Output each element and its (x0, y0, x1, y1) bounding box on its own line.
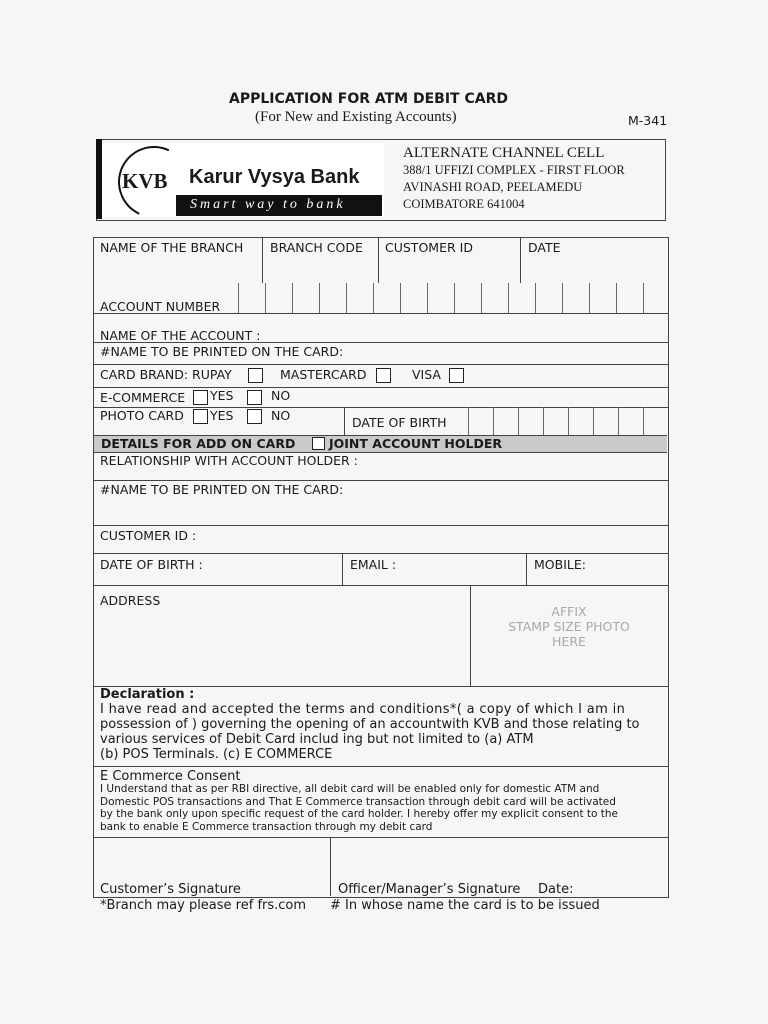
ecommerce-yes-label: YES (210, 388, 234, 403)
col-divider (330, 837, 331, 896)
footer-note-right: # In whose name the card is to be issued (330, 898, 600, 913)
consent-text (100, 783, 618, 833)
addon-email-label: EMAIL : (350, 557, 397, 572)
consent-line: by the bank only upon specific request of the card holder. I hereby offer my explicit consent to the (100, 808, 619, 820)
col-divider (344, 407, 345, 435)
consent-line: I Understand that as per RBI directive, all debit card will be enabled only for domestic ATM and (100, 783, 600, 795)
declaration-title: Declaration : (100, 687, 195, 702)
consent-line: bank to enable E Commerce transaction through my debit card (100, 820, 433, 833)
col-divider (526, 553, 527, 585)
bank-address-line: 388/1 UFFIZI COMPLEX - FIRST FLOOR (403, 163, 625, 177)
card-brand-label: CARD BRAND: RUPAY (100, 367, 232, 382)
consent-line: Domestic POS transactions and That E Commerce transaction through debit card will be activated (100, 795, 616, 808)
declaration-line: (b) POS Terminals. (c) E COMMERCE (100, 747, 333, 762)
bank-tagline: Smart way to bank (190, 197, 346, 212)
photo-card-yes-checkbox[interactable] (193, 409, 208, 424)
branch-code-label: BRANCH CODE (270, 240, 363, 255)
row-divider (93, 553, 669, 554)
account-number-cells[interactable] (238, 283, 670, 313)
addon-header-label: DETAILS FOR ADD ON CARD (101, 436, 296, 451)
addon-dob-label: DATE OF BIRTH : (100, 557, 203, 572)
consent-title: E Commerce Consent (100, 769, 241, 784)
date-label: DATE (528, 240, 561, 255)
row-divider (93, 585, 669, 586)
signature-date-label: Date: (538, 882, 574, 897)
ecommerce-no-label: NO (271, 388, 291, 403)
form-title: APPLICATION FOR ATM DEBIT CARD (229, 91, 508, 107)
addon-address-label: ADDRESS (100, 593, 161, 608)
ecommerce-label: E-COMMERCE (100, 390, 186, 405)
bank-logo-panel (102, 143, 384, 217)
addon-customer-id-label: CUSTOMER ID : (100, 528, 197, 543)
photo-placeholder-line: STAMP SIZE PHOTO (508, 619, 630, 634)
row-divider (93, 387, 669, 388)
bank-address-line: COIMBATORE 641004 (403, 197, 525, 211)
branch-name-label: NAME OF THE BRANCH (100, 240, 244, 255)
declaration-line: various services of Debit Card includ ing but not limited to (a) ATM (100, 732, 534, 747)
photo-card-label: PHOTO CARD (100, 408, 184, 423)
bank-name: Karur Vysya Bank (189, 166, 360, 188)
col-divider (342, 553, 343, 585)
kvb-logo-abbr: KVB (122, 169, 168, 193)
officer-signature-label: Officer/Manager’s Signature (338, 882, 521, 897)
photo-card-yes-label: YES (210, 408, 234, 423)
col-divider (520, 237, 521, 283)
row-divider (93, 480, 669, 481)
declaration-text (100, 702, 640, 762)
mastercard-checkbox[interactable] (376, 368, 391, 383)
form-code: M-341 (628, 113, 668, 128)
visa-label: VISA (412, 367, 441, 382)
joint-holder-checkbox[interactable] (312, 437, 325, 450)
dob-cells[interactable] (468, 407, 668, 435)
relationship-label: RELATIONSHIP WITH ACCOUNT HOLDER : (100, 453, 358, 468)
row-divider (93, 364, 669, 365)
bank-address-line: AVINASHI ROAD, PEELAMEDU (403, 180, 583, 194)
customer-id-label: CUSTOMER ID (385, 240, 473, 255)
visa-checkbox[interactable] (449, 368, 464, 383)
ecommerce-no-checkbox[interactable] (247, 390, 262, 405)
name-on-card-label: #NAME TO BE PRINTED ON THE CARD: (100, 344, 344, 359)
photo-placeholder[interactable] (471, 604, 667, 649)
account-number-label: ACCOUNT NUMBER (100, 299, 221, 314)
dob-label: DATE OF BIRTH (352, 415, 447, 430)
photo-placeholder-line: AFFIX (551, 604, 587, 619)
col-divider (262, 237, 263, 283)
mastercard-label: MASTERCARD (280, 367, 367, 382)
bank-logo-bar (96, 139, 102, 219)
ecommerce-yes-checkbox[interactable] (193, 390, 208, 405)
rupay-checkbox[interactable] (248, 368, 263, 383)
addon-name-on-card-label: #NAME TO BE PRINTED ON THE CARD: (100, 482, 344, 497)
bank-address-line: ALTERNATE CHANNEL CELL (403, 145, 605, 161)
declaration-line: I have read and accepted the terms and conditions*( a copy of which I am in (100, 702, 626, 717)
addon-mobile-label: MOBILE: (534, 557, 586, 572)
customer-signature-label: Customer’s Signature (100, 882, 241, 897)
joint-holder-label: JOINT ACCOUNT HOLDER (329, 436, 502, 451)
form-subtitle: (For New and Existing Accounts) (255, 109, 457, 125)
declaration-line: possession of ) governing the opening of an accountwith KVB and those relating to (100, 717, 640, 732)
photo-card-no-checkbox[interactable] (247, 409, 262, 424)
photo-placeholder-line: HERE (552, 634, 586, 649)
row-divider (93, 525, 669, 526)
photo-card-no-label: NO (271, 408, 291, 423)
row-divider (93, 837, 669, 838)
account-name-label: NAME OF THE ACCOUNT : (100, 328, 261, 343)
col-divider (378, 237, 379, 283)
row-divider (93, 766, 669, 767)
footer-note-left: *Branch may please ref frs.com (100, 898, 307, 913)
